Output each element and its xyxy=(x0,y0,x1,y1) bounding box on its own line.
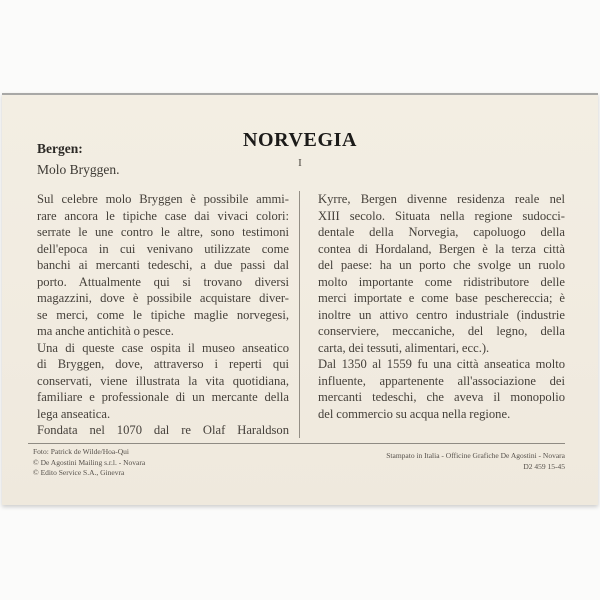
copyright-line: © Edito Service S.A., Ginevra xyxy=(33,468,125,477)
text-line: dentale della Norvegia, capoluogo della xyxy=(318,225,565,239)
text-line: inoltre un attivo centro industriale (industrie xyxy=(318,307,565,322)
text-line: del commercio su acqua nella regione. xyxy=(318,406,511,421)
credits-left xyxy=(33,447,145,479)
left-text-column xyxy=(37,191,289,439)
text-line: carta, dei tessuti, alimentari, ecc.). xyxy=(318,340,490,355)
text-line: di Bryggen, dove, attraverso i reperti qui xyxy=(37,357,289,371)
text-line: porto. Attualmente qui si trovano diversi xyxy=(37,274,289,289)
credits-right xyxy=(386,451,565,472)
right-text-column xyxy=(318,191,565,422)
text-line: familiare e professionale di un mercante della xyxy=(37,390,289,404)
text-line: Dal 1350 al 1559 fu una città anseatica molto xyxy=(318,357,565,371)
text-line: conservati, viene illustrata la vita quotidiana, xyxy=(37,373,289,388)
text-line: rare ancora le tipiche case dai vivaci colori: xyxy=(37,208,289,223)
text-line: contea di Hordaland, Bergen è la terza città xyxy=(318,241,565,256)
location-label: Bergen: xyxy=(37,141,83,156)
text-line: merci importate e come base peschereccia; è xyxy=(318,291,565,305)
text-line: magazzini, dove è possibile acquistare diver- xyxy=(37,291,289,305)
card-numeral: I xyxy=(298,157,302,169)
text-line: conserviere, meccaniche, del legno, della xyxy=(318,324,565,338)
text-line: Sul celebre molo Bryggen è possibile ammi- xyxy=(37,192,289,206)
photo-credit-line: Foto: Patrick de Wilde/Hoa-Qui xyxy=(33,447,130,456)
printer-credit-line: Stampato in Italia - Officine Grafiche De Agostini - Novara xyxy=(386,451,565,460)
text-line: mercanti tedeschi, che aveva il monopolio xyxy=(318,390,565,404)
text-line: ma anche antichità o pesce. xyxy=(37,324,174,338)
text-line: banchi ai mercanti tedeschi, a due passi dal xyxy=(37,258,289,272)
postcard-back xyxy=(2,93,598,505)
text-line: del paese: ha un porto che svolge un ruolo xyxy=(318,258,565,272)
text-line: se merci, come le tipiche maglie norvegesi, xyxy=(37,307,289,322)
text-line: Kyrre, Bergen divenne residenza reale nel xyxy=(318,192,565,206)
copyright-line: © De Agostini Mailing s.r.l. - Novara xyxy=(33,457,146,467)
text-line: molto importante come ridistributore delle xyxy=(318,274,565,289)
text-line: lega anseatica. xyxy=(37,406,111,421)
text-line: Fondata nel 1070 dal re Olaf Haraldson xyxy=(37,423,289,437)
text-line: influente, appartenente all'associazione dei xyxy=(318,373,565,388)
column-divider-rule xyxy=(299,191,300,438)
catalog-number: D2 459 15-45 xyxy=(523,461,565,471)
text-line: serrate le une contro le altre, sono testimoni xyxy=(37,225,289,239)
footer-rule xyxy=(28,443,565,444)
text-line: Una di queste case ospita il museo anseatico xyxy=(37,340,289,355)
country-title: NORVEGIA xyxy=(242,129,358,151)
body-text-columns xyxy=(37,191,565,439)
text-line: dell'epoca in cui venivano utilizzate come xyxy=(37,241,289,256)
text-line: XIII secolo. Situata nella regione sudocci- xyxy=(318,208,565,223)
subject-label: Molo Bryggen. xyxy=(37,162,120,177)
